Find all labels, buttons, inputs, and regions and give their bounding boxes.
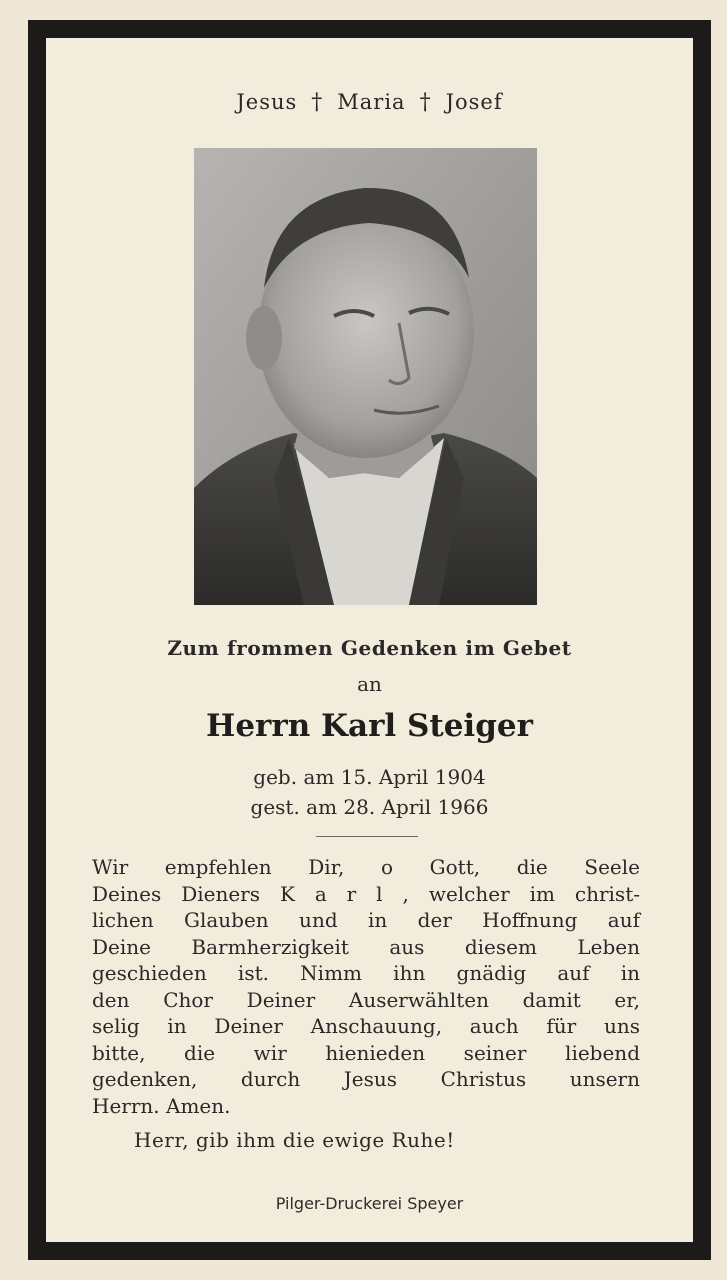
cross-icon: † <box>311 90 324 115</box>
cross-icon: † <box>419 90 432 115</box>
life-dates <box>46 762 693 822</box>
prayer-line: Deines Dieners K a r l , welcher im christ- <box>92 881 640 906</box>
prayer-line: Herrn. Amen. <box>92 1093 231 1118</box>
prayer-line: Wir empfehlen Dir, o Gott, die Seele <box>92 855 640 879</box>
closing-prayer: Herr, gib ihm die ewige Ruhe! <box>134 1128 455 1152</box>
prayer-line: selig in Deiner Anschauung, auch für uns <box>92 1014 640 1038</box>
birth-date: geb. am 15. April 1904 <box>253 765 486 789</box>
portrait-photo <box>194 148 537 605</box>
prayer-line: geschieden ist. Nimm ihn gnädig auf in <box>92 961 640 985</box>
card-content <box>46 38 693 1242</box>
prayer-line: den Chor Deiner Auserwählten damit er, <box>92 987 640 1012</box>
invocation-josef: Josef <box>445 90 503 114</box>
invocation-jesus: Jesus <box>236 90 298 114</box>
memorial-heading-an: an <box>357 672 382 696</box>
deceased-name: Herrn Karl Steiger <box>206 708 533 744</box>
invocation-maria: Maria <box>337 90 406 114</box>
prayer-line: gedenken, durch Jesus Christus unsern <box>92 1067 640 1091</box>
memorial-heading: Zum frommen Gedenken im Gebet <box>167 636 572 660</box>
prayer-line: bitte, die wir hienieden seiner liebend <box>92 1040 640 1065</box>
prayer-text <box>92 854 640 1119</box>
prayer-line: lichen Glauben und in der Hoffnung auf <box>92 908 640 932</box>
printer-credit: Pilger-Druckerei Speyer <box>275 1194 464 1213</box>
invocation-line <box>46 90 693 115</box>
divider-line <box>316 836 418 837</box>
prayer-line: Deine Barmherzigkeit aus diesem Leben <box>92 934 640 959</box>
death-date: gest. am 28. April 1966 <box>250 795 489 819</box>
